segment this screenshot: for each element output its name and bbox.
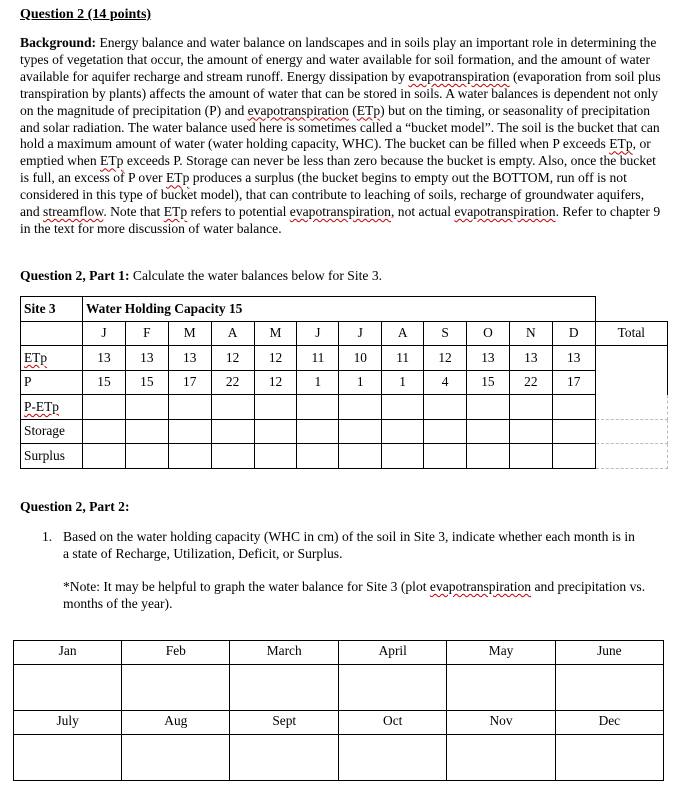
bg-etp-5: ETp <box>163 204 188 220</box>
total-cell[interactable] <box>595 419 667 444</box>
row-label: ETp <box>21 346 83 371</box>
month-name: June <box>555 641 663 665</box>
ghost-cell <box>595 297 667 322</box>
bg-etp-3: ETp <box>100 153 124 169</box>
table-cell[interactable]: 22 <box>509 370 552 395</box>
month-header: O <box>466 321 509 346</box>
part1-text: Calculate the water balances below for Site 3. <box>129 268 383 283</box>
answer-cell[interactable] <box>14 735 122 781</box>
bg-text-3: ( <box>348 102 357 118</box>
table-cell[interactable]: 1 <box>297 370 339 395</box>
month-header: A <box>211 321 254 346</box>
answer-cell[interactable] <box>122 735 230 781</box>
bg-text-8: . Note that <box>103 204 164 220</box>
month-header: J <box>297 321 339 346</box>
month-name: Feb <box>122 641 230 665</box>
table-cell[interactable] <box>382 444 424 469</box>
month-name-row <box>14 711 664 735</box>
table-row <box>21 346 668 371</box>
whc-label: Water Holding Capacity 15 <box>83 297 596 322</box>
row-label: P <box>21 370 83 395</box>
answer-cell[interactable] <box>555 735 663 781</box>
table-cell[interactable]: 11 <box>382 346 424 371</box>
table-cell[interactable]: 22 <box>211 370 254 395</box>
table-cell[interactable] <box>466 395 509 420</box>
table-cell[interactable] <box>466 444 509 469</box>
total-cell[interactable] <box>595 346 667 371</box>
answer-cell[interactable] <box>447 735 555 781</box>
table-cell[interactable]: 15 <box>466 370 509 395</box>
table-cell[interactable]: 17 <box>552 370 595 395</box>
table-cell[interactable] <box>382 419 424 444</box>
table-cell[interactable] <box>509 444 552 469</box>
table-row <box>21 370 668 395</box>
empty-cell <box>21 321 83 346</box>
table-cell[interactable]: 12 <box>424 346 467 371</box>
question-heading: Question 2 (14 points) <box>20 7 152 22</box>
table-row <box>21 444 668 469</box>
table-cell[interactable] <box>83 444 126 469</box>
month-state-table <box>13 640 664 781</box>
table-cell[interactable] <box>168 419 211 444</box>
total-header: Total <box>595 321 667 346</box>
bg-evapotranspiration-2: evapotranspiration <box>247 102 349 118</box>
table-cell[interactable]: 12 <box>211 346 254 371</box>
month-header: J <box>339 321 382 346</box>
bg-text-1: Energy balance and water balance on landscapes and in soils play an important role in determining the types of vegetation that occur, the amount of energy and water available for soil formation, and the amount of water available for aquifer recharge and stream runoff. Energy dissipation by <box>20 35 657 84</box>
table-cell[interactable] <box>297 395 339 420</box>
answer-cell[interactable] <box>339 735 447 781</box>
table-cell[interactable] <box>211 419 254 444</box>
answer-row <box>14 735 664 781</box>
answer-cell[interactable] <box>339 665 447 711</box>
month-header: M <box>254 321 297 346</box>
bg-text-11: . Refer to chapter 9 in the text for more discussion of water balance. <box>20 204 661 236</box>
month-name: Nov <box>447 711 555 735</box>
bg-text-5: , or emptied when <box>20 136 651 169</box>
answer-cell[interactable] <box>122 665 230 711</box>
row-label: P-ETp <box>21 395 83 420</box>
graph-note <box>63 578 653 612</box>
table-cell[interactable]: 1 <box>339 370 382 395</box>
table-cell[interactable]: 13 <box>168 346 211 371</box>
table-cell[interactable]: 13 <box>552 346 595 371</box>
table-cell[interactable] <box>211 444 254 469</box>
background-label: Background: <box>20 35 97 50</box>
table-cell[interactable] <box>211 395 254 420</box>
table-cell[interactable] <box>254 419 297 444</box>
table-cell[interactable] <box>83 419 126 444</box>
item-text: Based on the water holding capacity (WHC in cm) of the soil in Site 3, indicate whether each month is in a state of Recharge, Utilization, Deficit, or Surplus. <box>63 529 635 561</box>
table-cell[interactable] <box>509 395 552 420</box>
table-row <box>21 395 668 420</box>
table-cell[interactable] <box>424 419 467 444</box>
month-header: A <box>382 321 424 346</box>
table-cell[interactable] <box>297 444 339 469</box>
table-cell[interactable] <box>168 444 211 469</box>
table-cell[interactable]: 13 <box>125 346 168 371</box>
table-cell[interactable]: 12 <box>254 370 297 395</box>
month-name: Oct <box>339 711 447 735</box>
month-header: S <box>424 321 467 346</box>
bg-etp-4: ETp <box>165 170 190 186</box>
table-cell[interactable]: 10 <box>339 346 382 371</box>
bg-evapotranspiration-1: evapotranspiration <box>408 68 510 84</box>
total-cell[interactable] <box>595 395 667 420</box>
table-cell[interactable] <box>339 444 382 469</box>
table-cell[interactable] <box>297 419 339 444</box>
month-header: F <box>125 321 168 346</box>
note-text-a: *Note: It may be helpful to graph the water balance for Site 3 (plot <box>63 579 430 594</box>
month-header: D <box>552 321 595 346</box>
part2-item-1 <box>42 528 642 562</box>
table-cell[interactable]: 13 <box>83 346 126 371</box>
bg-streamflow: streamflow <box>43 204 104 220</box>
table-row <box>21 419 668 444</box>
month-header: J <box>83 321 126 346</box>
table-cell[interactable] <box>509 419 552 444</box>
table-cell[interactable]: 15 <box>83 370 126 395</box>
table-cell[interactable] <box>254 444 297 469</box>
bg-text-7: produces a surplus (the bucket begins to empty out the BOTTOM, run off is not considered in this type of bucket model), that can contribute to leaching of soils, recharge of groundwater aquifers, and <box>20 170 645 220</box>
table-cell[interactable] <box>339 395 382 420</box>
month-name-row <box>14 641 664 665</box>
table-cell[interactable]: 11 <box>297 346 339 371</box>
answer-cell[interactable] <box>447 665 555 711</box>
part1-label: Question 2, Part 1: <box>20 268 130 283</box>
background-paragraph <box>20 35 665 238</box>
answer-cell[interactable] <box>230 665 339 711</box>
month-name: Dec <box>555 711 663 735</box>
month-name: March <box>230 641 339 665</box>
table-cell[interactable]: 4 <box>424 370 467 395</box>
table-cell[interactable] <box>552 395 595 420</box>
table-cell[interactable]: 1 <box>382 370 424 395</box>
site-label: Site 3 <box>21 297 83 322</box>
month-name: Aug <box>122 711 230 735</box>
bg-evapotranspiration-4: evapotranspiration <box>454 204 556 220</box>
part2-heading: Question 2, Part 2: <box>20 499 130 514</box>
table-cell[interactable]: 13 <box>466 346 509 371</box>
table-cell[interactable] <box>254 395 297 420</box>
table-cell[interactable] <box>552 444 595 469</box>
water-balance-table <box>20 296 668 469</box>
table-cell[interactable] <box>125 419 168 444</box>
row-label: Storage <box>21 419 83 444</box>
table-cell[interactable] <box>125 444 168 469</box>
total-cell[interactable] <box>595 444 667 469</box>
table-cell[interactable]: 13 <box>509 346 552 371</box>
table-cell[interactable] <box>83 395 126 420</box>
total-cell[interactable] <box>595 370 667 395</box>
bg-text-6: exceeds P. Storage can never be less than zero because the bucket is empty. Also, once the bucket is full, an excess of P over <box>20 153 656 186</box>
answer-row <box>14 665 664 711</box>
table-cell[interactable] <box>339 419 382 444</box>
month-header: N <box>509 321 552 346</box>
bg-text-2: (evaporation from soil plus transpiration by plants) affects the amount of water that can be stored in soils. A water balances is dependent not only on the magnitude of precipitation (P) and <box>20 68 661 118</box>
answer-cell[interactable] <box>555 665 663 711</box>
month-name: Jan <box>14 641 122 665</box>
months-row <box>21 321 668 346</box>
month-name: July <box>14 711 122 735</box>
bg-etp-2: ETp <box>609 136 633 152</box>
table-cell[interactable] <box>552 419 595 444</box>
note-evapotranspiration: evapotranspiration <box>429 579 532 594</box>
table-cell[interactable]: 12 <box>254 346 297 371</box>
note-text-b: and precipitation vs. months of the year). <box>63 579 646 611</box>
month-name: April <box>339 641 447 665</box>
bg-text-9: refers to potential <box>187 204 290 220</box>
month-name: May <box>447 641 555 665</box>
table-cell[interactable] <box>168 395 211 420</box>
table-cell[interactable]: 17 <box>168 370 211 395</box>
answer-cell[interactable] <box>230 735 339 781</box>
table-cell[interactable]: 15 <box>125 370 168 395</box>
item-number: 1. <box>42 529 53 544</box>
part1-instruction <box>20 268 382 284</box>
table-cell[interactable] <box>125 395 168 420</box>
answer-cell[interactable] <box>14 665 122 711</box>
bg-text-4: ) but on the timing, or seasonality of precipitation and solar radiation. The water balance used here is sometimes called a “bucket model”. The soil is the bucket that can hold a maximum amount of water (water holding capacity, WHC). The bucket can be filled when P exceeds <box>20 102 660 152</box>
bg-text-10: , not actual <box>390 204 455 220</box>
month-name: Sept <box>230 711 339 735</box>
table-cell[interactable] <box>424 395 467 420</box>
table-cell[interactable] <box>382 395 424 420</box>
bg-evapotranspiration-3: evapotranspiration <box>289 204 391 220</box>
month-header: M <box>168 321 211 346</box>
bg-etp-1: ETp <box>356 102 381 118</box>
table-cell[interactable] <box>466 419 509 444</box>
row-label: Surplus <box>21 444 83 469</box>
table-header-row <box>21 297 668 322</box>
table-cell[interactable] <box>424 444 467 469</box>
